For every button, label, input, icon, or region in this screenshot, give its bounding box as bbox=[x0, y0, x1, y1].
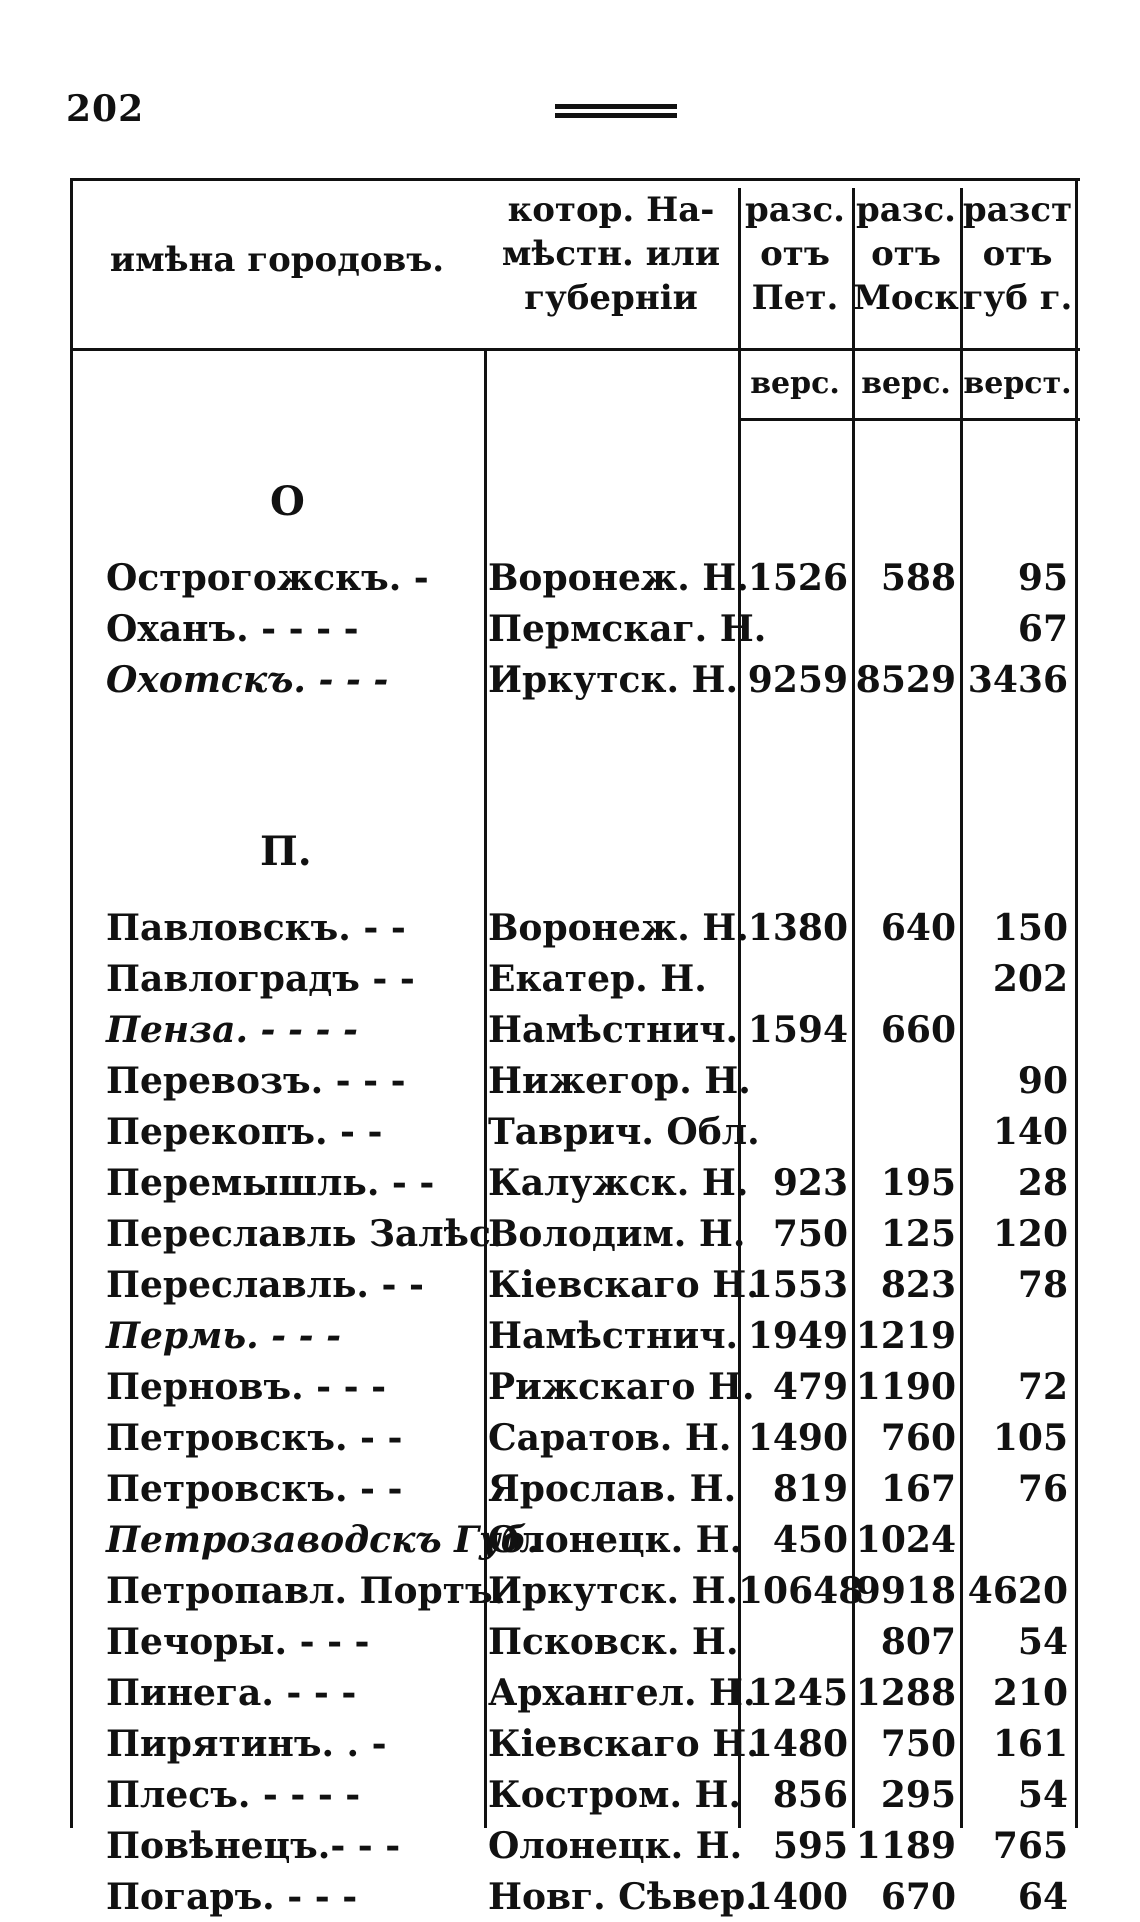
table-row bbox=[70, 1107, 1080, 1157]
city-name: Пинега. - - - bbox=[106, 1672, 357, 1714]
table-row bbox=[70, 1617, 1080, 1667]
table-row bbox=[70, 1158, 1080, 1208]
province-name: Екатер. Н. bbox=[488, 958, 707, 1000]
dist-petersburg: 479 bbox=[772, 1366, 848, 1408]
dist-moscow: 8529 bbox=[855, 659, 956, 701]
dist-gub-town: 64 bbox=[1017, 1876, 1068, 1918]
table-row bbox=[70, 1311, 1080, 1361]
city-name: Пенза. - - - - bbox=[106, 1009, 358, 1051]
dist-petersburg: 1490 bbox=[747, 1417, 848, 1459]
table-row bbox=[70, 1770, 1080, 1820]
dist-gub-town: 28 bbox=[1017, 1162, 1068, 1204]
city-name: Пермь. - - - bbox=[106, 1315, 342, 1357]
unit-mos: верс. bbox=[861, 366, 951, 401]
table-row bbox=[70, 903, 1080, 953]
dist-gub-town: 3436 bbox=[967, 659, 1068, 701]
dist-gub-town: 54 bbox=[1017, 1774, 1068, 1816]
dist-petersburg: 1949 bbox=[747, 1315, 848, 1357]
city-name: Охотскъ. - - - bbox=[106, 659, 389, 701]
city-name: Оханъ. - - - - bbox=[106, 608, 359, 650]
table-row bbox=[70, 1515, 1080, 1565]
province-name: Архангел. Н. bbox=[488, 1672, 756, 1714]
province-name: Костром. Н. bbox=[488, 1774, 742, 1816]
dist-moscow: 660 bbox=[880, 1009, 956, 1051]
table-row bbox=[70, 1005, 1080, 1055]
table-row bbox=[70, 1872, 1080, 1922]
table-row bbox=[70, 1209, 1080, 1259]
province-name: Рижскаго Н. bbox=[488, 1366, 755, 1408]
header-city: имѣна городовъ. bbox=[109, 240, 445, 280]
dist-gub-town: 210 bbox=[992, 1672, 1068, 1714]
dist-moscow: 295 bbox=[880, 1774, 956, 1816]
dist-moscow: 588 bbox=[880, 557, 956, 599]
dist-gub-town: 765 bbox=[992, 1825, 1068, 1867]
province-name: Намѣстнич. bbox=[488, 1315, 739, 1357]
dist-moscow: 1288 bbox=[855, 1672, 956, 1714]
unit-gub: верст. bbox=[963, 366, 1072, 401]
province-name: Пермскаг. Н. bbox=[488, 608, 767, 650]
dist-moscow: 640 bbox=[880, 907, 956, 949]
city-name: Петровскъ. - - bbox=[106, 1468, 403, 1510]
dist-moscow: 1189 bbox=[855, 1825, 956, 1867]
table-row bbox=[70, 1260, 1080, 1310]
dist-gub-town: 4620 bbox=[967, 1570, 1068, 1612]
header-dist-moscow: разс. отъ Моск bbox=[853, 190, 959, 318]
unit-pet: верс. bbox=[750, 366, 840, 401]
header-dist-gub: разст отъ губ г. bbox=[962, 190, 1073, 318]
header-province: котор. На- мѣстн. или губерніи bbox=[501, 190, 721, 318]
dist-gub-town: 150 bbox=[992, 907, 1068, 949]
dist-gub-town: 76 bbox=[1017, 1468, 1068, 1510]
dist-petersburg: 856 bbox=[772, 1774, 848, 1816]
table-row bbox=[70, 1413, 1080, 1463]
dist-petersburg: 750 bbox=[772, 1213, 848, 1255]
dist-gub-town: 202 bbox=[992, 958, 1068, 1000]
table-row bbox=[70, 1566, 1080, 1616]
dist-moscow: 823 bbox=[880, 1264, 956, 1306]
city-name: Острогожскъ. - bbox=[106, 557, 429, 599]
table-row bbox=[70, 954, 1080, 1004]
dist-petersburg: 450 bbox=[772, 1519, 848, 1561]
dist-gub-town: 54 bbox=[1017, 1621, 1068, 1663]
table-row bbox=[70, 1668, 1080, 1718]
dist-petersburg: 10648 bbox=[738, 1570, 864, 1612]
dist-petersburg: 1400 bbox=[747, 1876, 848, 1918]
page-number: 202 bbox=[66, 88, 145, 130]
dist-gub-town: 78 bbox=[1017, 1264, 1068, 1306]
city-name: Повѣнецъ.- - - bbox=[106, 1825, 401, 1867]
header-dist-petersburg: разс. отъ Пет. bbox=[744, 190, 846, 318]
province-name: Намѣстнич. bbox=[488, 1009, 739, 1051]
header-bottom-rule bbox=[70, 348, 1080, 351]
dist-gub-town: 161 bbox=[992, 1723, 1068, 1765]
province-name: Ярослав. Н. bbox=[488, 1468, 737, 1510]
province-name: Олонецк. Н. bbox=[488, 1825, 743, 1867]
dist-gub-town: 72 bbox=[1017, 1366, 1068, 1408]
table-top-rule bbox=[70, 178, 1080, 181]
header-ornament bbox=[555, 104, 677, 126]
province-name: Саратов. Н. bbox=[488, 1417, 732, 1459]
city-name: Пирятинъ. . - bbox=[106, 1723, 387, 1765]
dist-moscow: 1024 bbox=[855, 1519, 956, 1561]
table-row bbox=[70, 655, 1080, 705]
dist-petersburg: 595 bbox=[772, 1825, 848, 1867]
table-row bbox=[70, 1056, 1080, 1106]
province-name: Воронеж. Н. bbox=[488, 907, 749, 949]
section-letter: П. bbox=[260, 828, 312, 875]
dist-petersburg: 1553 bbox=[747, 1264, 848, 1306]
province-name: Володим. Н. bbox=[488, 1213, 746, 1255]
dist-petersburg: 1245 bbox=[747, 1672, 848, 1714]
dist-petersburg: 1594 bbox=[747, 1009, 848, 1051]
dist-gub-town: 140 bbox=[992, 1111, 1068, 1153]
dist-moscow: 750 bbox=[880, 1723, 956, 1765]
city-name: Погаръ. - - - bbox=[106, 1876, 358, 1918]
dist-petersburg: 1380 bbox=[747, 907, 848, 949]
province-name: Новг. Сѣвер. bbox=[488, 1876, 758, 1918]
table-row bbox=[70, 553, 1080, 603]
dist-moscow: 670 bbox=[880, 1876, 956, 1918]
dist-petersburg: 1480 bbox=[747, 1723, 848, 1765]
city-name: Переславль Залѣс. bbox=[106, 1213, 504, 1255]
city-name: Перевозъ. - - - bbox=[106, 1060, 406, 1102]
dist-petersburg: 9259 bbox=[747, 659, 848, 701]
gazetteer-table bbox=[70, 178, 1080, 1918]
city-name: Переславль. - - bbox=[106, 1264, 424, 1306]
dist-gub-town: 120 bbox=[992, 1213, 1068, 1255]
province-name: Иркутск. Н. bbox=[488, 1570, 739, 1612]
city-name: Перемышль. - - bbox=[106, 1162, 435, 1204]
province-name: Калужск. Н. bbox=[488, 1162, 749, 1204]
city-name: Петропавл. Портъ. bbox=[106, 1570, 506, 1612]
province-name: Таврич. Обл. bbox=[488, 1111, 760, 1153]
dist-moscow: 9918 bbox=[855, 1570, 956, 1612]
province-name: Кіевскаго Н. bbox=[488, 1264, 759, 1306]
dist-petersburg: 923 bbox=[772, 1162, 848, 1204]
province-name: Псковск. Н. bbox=[488, 1621, 739, 1663]
section-letter: О bbox=[270, 478, 305, 525]
table-row bbox=[70, 1821, 1080, 1871]
province-name: Воронеж. Н. bbox=[488, 557, 749, 599]
dist-gub-town: 105 bbox=[992, 1417, 1068, 1459]
city-name: Перновъ. - - - bbox=[106, 1366, 387, 1408]
table-row bbox=[70, 1362, 1080, 1412]
dist-gub-town: 95 bbox=[1017, 557, 1068, 599]
dist-moscow: 760 bbox=[880, 1417, 956, 1459]
dist-petersburg: 1526 bbox=[747, 557, 848, 599]
city-name: Плесъ. - - - - bbox=[106, 1774, 361, 1816]
dist-moscow: 195 bbox=[880, 1162, 956, 1204]
province-name: Иркутск. Н. bbox=[488, 659, 739, 701]
city-name: Перекопъ. - - bbox=[106, 1111, 383, 1153]
dist-petersburg: 819 bbox=[772, 1468, 848, 1510]
city-name: Павлоградъ - - bbox=[106, 958, 415, 1000]
city-name: Петрозаводскъ Губ. bbox=[106, 1519, 540, 1561]
table-row bbox=[70, 1719, 1080, 1769]
dist-moscow: 1219 bbox=[855, 1315, 956, 1357]
unit-bottom-rule bbox=[740, 418, 1080, 421]
province-name: Олонецк. Н. bbox=[488, 1519, 743, 1561]
dist-moscow: 807 bbox=[880, 1621, 956, 1663]
city-name: Петровскъ. - - bbox=[106, 1417, 403, 1459]
table-row bbox=[70, 604, 1080, 654]
dist-gub-town: 90 bbox=[1017, 1060, 1068, 1102]
table-row bbox=[70, 1464, 1080, 1514]
dist-moscow: 125 bbox=[880, 1213, 956, 1255]
city-name: Павловскъ. - - bbox=[106, 907, 406, 949]
province-name: Кіевскаго Н. bbox=[488, 1723, 759, 1765]
dist-moscow: 167 bbox=[880, 1468, 956, 1510]
dist-gub-town: 67 bbox=[1017, 608, 1068, 650]
city-name: Печоры. - - - bbox=[106, 1621, 370, 1663]
province-name: Нижегор. Н. bbox=[488, 1060, 751, 1102]
dist-moscow: 1190 bbox=[855, 1366, 956, 1408]
